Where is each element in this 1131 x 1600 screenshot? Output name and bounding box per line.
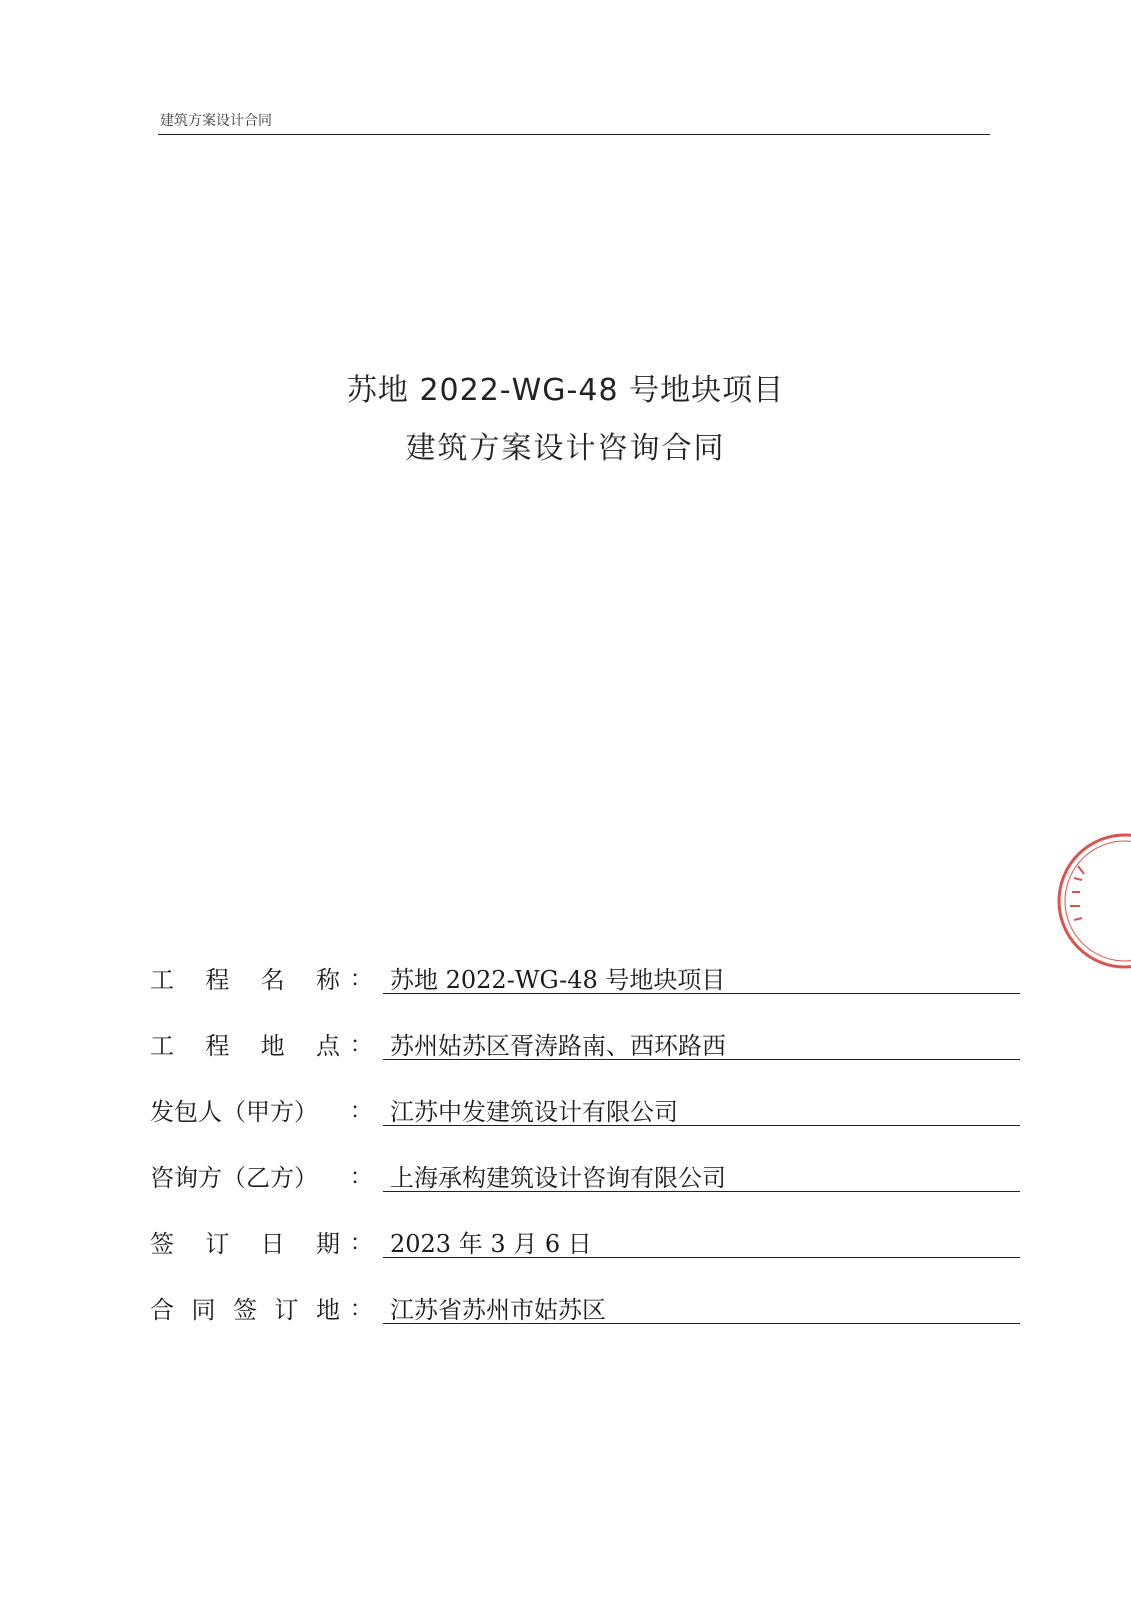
field-value: 苏地 2022-WG-48 号地块项目: [390, 966, 726, 994]
field-underline: [383, 993, 1020, 994]
field-label-char: 签: [233, 1296, 257, 1324]
field-underline: [383, 1191, 1020, 1192]
field-colon: ：: [350, 1231, 373, 1256]
field-label-char: 期: [315, 1230, 340, 1258]
field-label-char: 同: [191, 1296, 216, 1324]
field-label: 咨询方（乙方）: [150, 1164, 318, 1192]
field-value: 江苏省苏州市姑苏区: [390, 1296, 606, 1324]
field-label-char: 称: [315, 966, 340, 994]
field-label-char: 名: [260, 966, 285, 994]
field-label-char: 签: [150, 1230, 174, 1258]
field-label-char: 合: [150, 1296, 174, 1324]
field-label-char: 程: [205, 1032, 230, 1060]
title-line-2: 建筑方案设计咨询合同: [405, 431, 726, 466]
field-value: 江苏中发建筑设计有限公司: [390, 1098, 678, 1126]
field-label: [150, 1026, 340, 1061]
field-label-char: 地: [316, 1296, 340, 1324]
field-underline: [383, 1323, 1020, 1324]
field-value: 苏州姑苏区胥涛路南、西环路西: [390, 1032, 726, 1060]
field-label-char: 点: [315, 1032, 340, 1060]
field-row-sign-place: [0, 1290, 1131, 1326]
field-label-char: 程: [205, 966, 230, 994]
field-label: [150, 960, 340, 995]
field-colon: ：: [350, 1099, 373, 1124]
running-header: 建筑方案设计合同: [160, 113, 272, 129]
field-value: 上海承构建筑设计咨询有限公司: [390, 1164, 726, 1192]
field-label-char: 工: [150, 1032, 174, 1060]
field-colon: ：: [350, 1297, 373, 1322]
field-underline: [383, 1257, 1020, 1258]
field-row-sign-date: [0, 1224, 1131, 1260]
field-colon: ：: [350, 1033, 373, 1058]
field-colon: ：: [350, 967, 373, 992]
field-label-char: 工: [150, 966, 174, 994]
field-label-char: 日: [260, 1230, 285, 1258]
field-row-party-a: [0, 1092, 1131, 1128]
field-row-project-name: [0, 960, 1131, 996]
field-value: 2023 年 3 月 6 日: [390, 1230, 592, 1258]
document-title: [0, 368, 1131, 484]
field-label: [150, 1224, 340, 1259]
field-colon: ：: [350, 1165, 373, 1190]
title-line-1: 苏地 2022-WG-48 号地块项目: [346, 373, 785, 408]
header-rule: [158, 134, 990, 135]
field-underline: [383, 1125, 1020, 1126]
field-underline: [383, 1059, 1020, 1060]
field-label-char: 订: [274, 1296, 299, 1324]
field-label: [150, 1290, 340, 1325]
field-label-char: 地: [260, 1032, 285, 1060]
red-seal-stamp: [1050, 826, 1131, 976]
field-row-project-location: [0, 1026, 1131, 1062]
field-row-party-b: [0, 1158, 1131, 1194]
field-label-char: 订: [205, 1230, 230, 1258]
field-label: 发包人（甲方）: [150, 1098, 318, 1126]
